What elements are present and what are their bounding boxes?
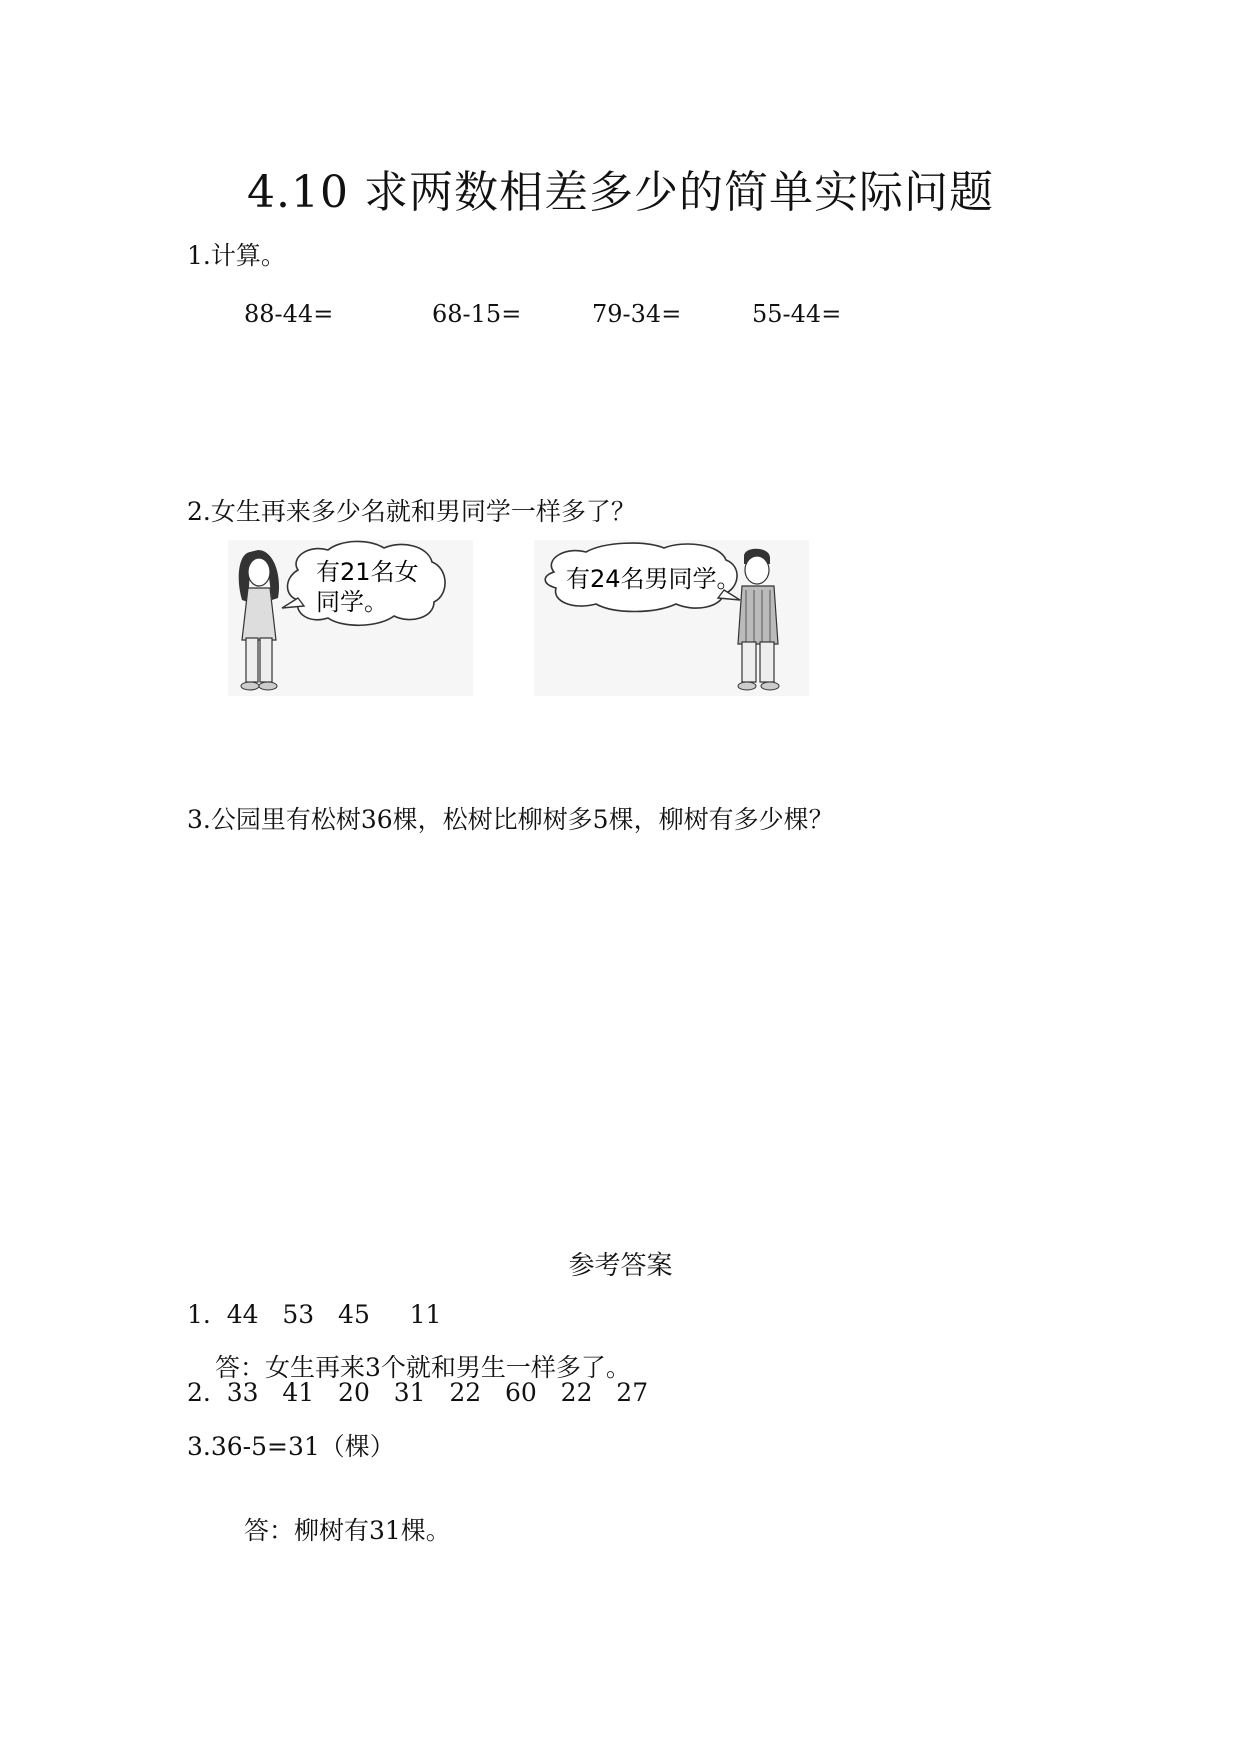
calc-item: 88-44= <box>244 300 334 328</box>
answer-1: 1. 44 53 45 11 <box>187 1300 442 1329</box>
calc-item: 79-34= <box>592 300 682 328</box>
girl-illustration <box>228 540 473 696</box>
calc-item: 55-44= <box>752 300 842 328</box>
boy-speech: 有24名男同学。 <box>566 565 741 593</box>
calc-item: 68-15= <box>432 300 522 328</box>
answer-1-note: 答：女生再来3个就和男生一样多了。 <box>215 1353 631 1382</box>
answers-title: 参考答案 <box>568 1251 673 1281</box>
answer-2: 2. 33 41 20 31 22 60 22 27 <box>187 1378 649 1407</box>
boy-figure-icon <box>534 540 809 696</box>
answer-3: 3.36-5=31（棵） <box>187 1432 395 1461</box>
question-1-label: 1.计算。 <box>187 241 286 270</box>
answer-3-note: 答：柳树有31棵。 <box>244 1516 451 1545</box>
question-2-label: 2.女生再来多少名就和男同学一样多了？ <box>187 497 636 526</box>
girl-figure-icon <box>228 540 473 696</box>
page-title: 4.10 求两数相差多少的简单实际问题 <box>247 167 994 218</box>
girl-speech-line2: 同学。 <box>316 588 388 616</box>
girl-speech-line1: 有21名女 <box>316 558 419 586</box>
boy-illustration <box>534 540 809 696</box>
question-3-label: 3.公园里有松树36棵，松树比柳树多5棵，柳树有多少棵？ <box>187 805 834 834</box>
